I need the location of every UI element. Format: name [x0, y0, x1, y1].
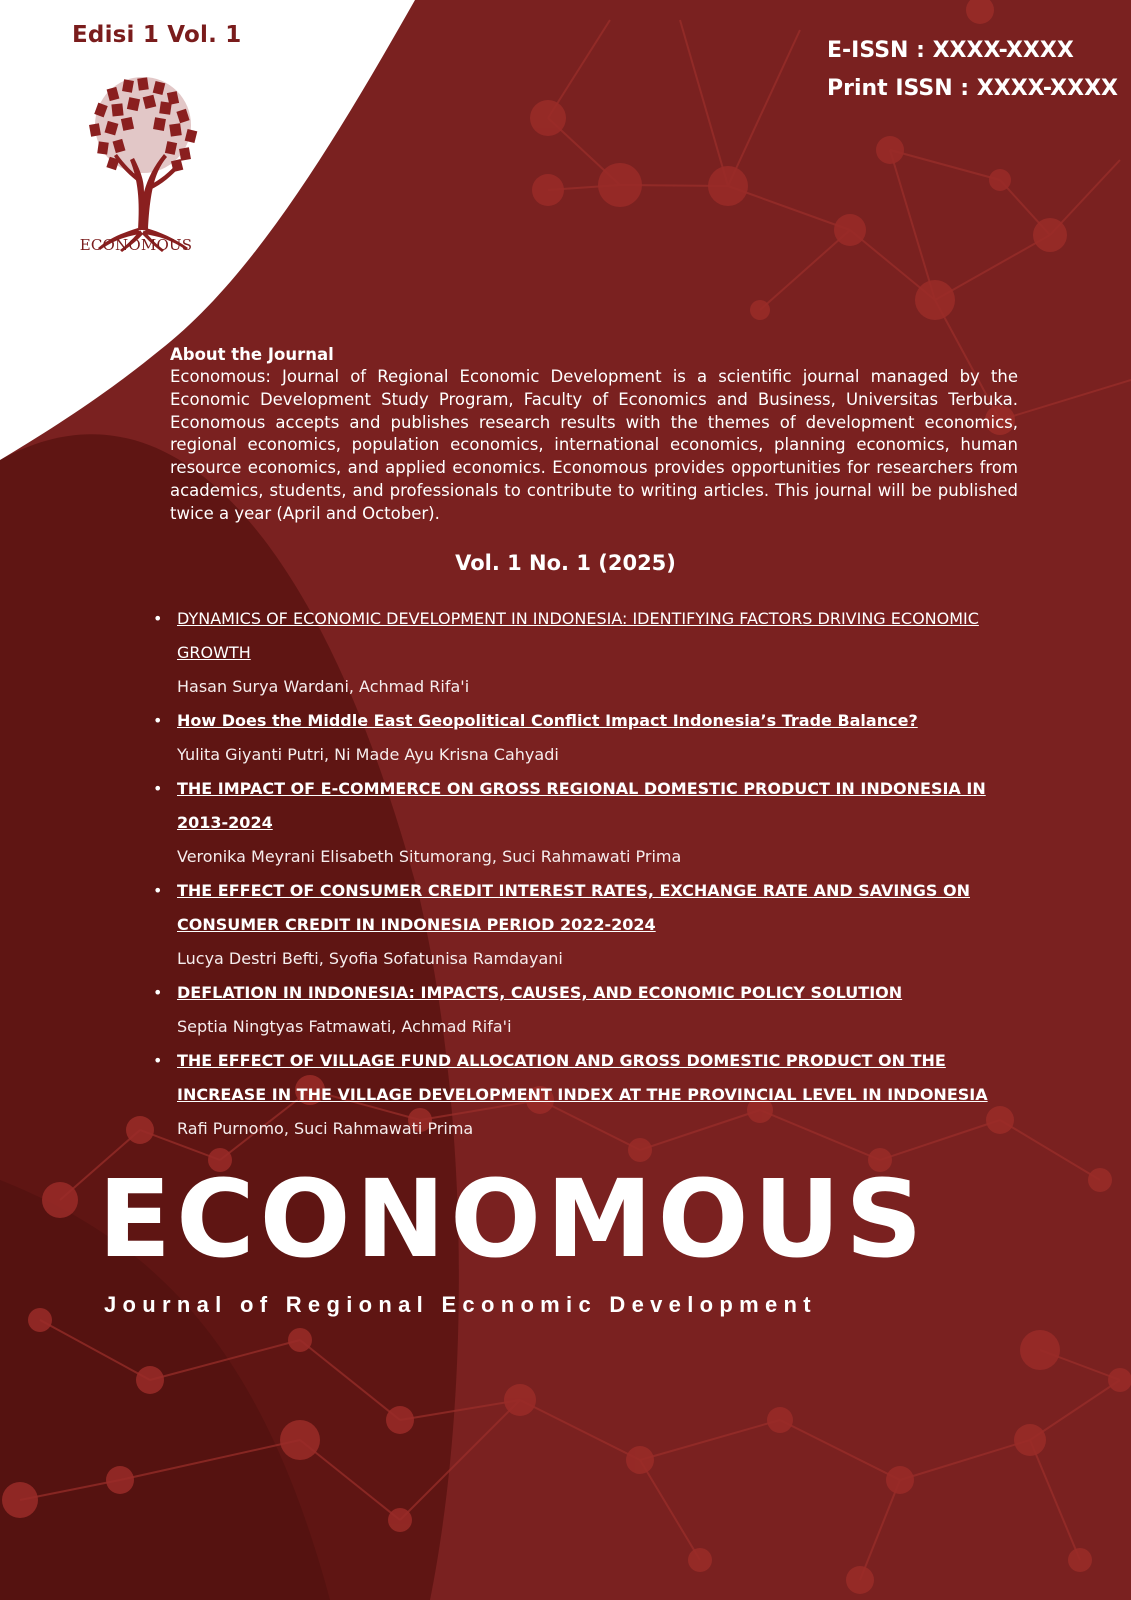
journal-brand-title: ECONOMOUS: [98, 1158, 928, 1282]
article-title-link[interactable]: THE EFFECT OF CONSUMER CREDIT INTEREST RATES, EXCHANGE RATE AND SAVINGS ON CONSUMER CREDIT IN INDONESIA PERIOD 2022-2024: [177, 881, 970, 934]
bullet: •: [153, 779, 163, 798]
article-item: [150, 874, 1030, 975]
article-title-link[interactable]: DEFLATION IN INDONESIA: IMPACTS, CAUSES, AND ECONOMIC POLICY SOLUTION: [177, 983, 903, 1002]
journal-subtitle: Journal of Regional Economic Development: [104, 1292, 817, 1317]
article-authors: Hasan Surya Wardani, Achmad Rifa'i: [177, 677, 470, 696]
print-issn: Print ISSN : XXXX-XXXX: [827, 76, 1119, 101]
e-issn: E-ISSN : XXXX-XXXX: [827, 38, 1074, 63]
bullet: •: [153, 609, 163, 628]
article-authors: Yulita Giyanti Putri, Ni Made Ayu Krisna Cahyadi: [177, 745, 559, 764]
bullet: •: [153, 1051, 163, 1070]
bullet: •: [153, 711, 163, 730]
article-title-link[interactable]: THE IMPACT OF E-COMMERCE ON GROSS REGIONAL DOMESTIC PRODUCT IN INDONESIA IN 2013-2024: [177, 779, 986, 832]
article-list: [150, 602, 1030, 1146]
article-item: [150, 976, 1030, 1043]
article-authors: Lucya Destri Befti, Syofia Sofatunisa Ramdayani: [177, 949, 563, 968]
article-title-link[interactable]: THE EFFECT OF VILLAGE FUND ALLOCATION AND GROSS DOMESTIC PRODUCT ON THE INCREASE IN THE VILLAGE DEVELOPMENT INDEX AT THE PROVINCIAL LEVEL IN INDONESIA: [177, 1051, 988, 1104]
about-title: About the Journal: [170, 345, 334, 364]
article-item: [150, 772, 1030, 873]
about-section: [170, 344, 1018, 526]
article-authors: Veronika Meyrani Elisabeth Situmorang, Suci Rahmawati Prima: [177, 847, 682, 866]
edition-label: Edisi 1 Vol. 1: [72, 22, 242, 48]
article-title-link[interactable]: How Does the Middle East Geopolitical Conflict Impact Indonesia’s Trade Balance?: [177, 711, 918, 730]
article-item: [150, 704, 1030, 771]
bullet: •: [153, 881, 163, 900]
article-authors: Rafi Purnomo, Suci Rahmawati Prima: [177, 1119, 474, 1138]
tree-logo: [68, 70, 218, 260]
logo-wordmark: ECONOMOUS: [79, 236, 193, 254]
article-item: [150, 602, 1030, 703]
about-text: Economous: Journal of Regional Economic Development is a scientific journal managed by the Economic Development Study Program, Faculty of Economics and Business, Universitas Terbuka. Economous accepts and publishes research results with the themes of development economics, regional economics, population economics, international economics, planning economics, human resource economics, and applied economics. Economous provides opportunities for researchers from academics, students, and professionals to contribute to writing articles. This journal will be published twice a year (April and October).: [170, 367, 1018, 523]
article-item: [150, 1044, 1030, 1145]
article-title-link[interactable]: DYNAMICS OF ECONOMIC DEVELOPMENT IN INDONESIA: IDENTIFYING FACTORS DRIVING ECONOMIC GROWTH: [177, 609, 979, 662]
article-authors: Septia Ningtyas Fatmawati, Achmad Rifa'i: [177, 1017, 512, 1036]
issue-heading: Vol. 1 No. 1 (2025): [455, 551, 676, 575]
bullet: •: [153, 983, 163, 1002]
